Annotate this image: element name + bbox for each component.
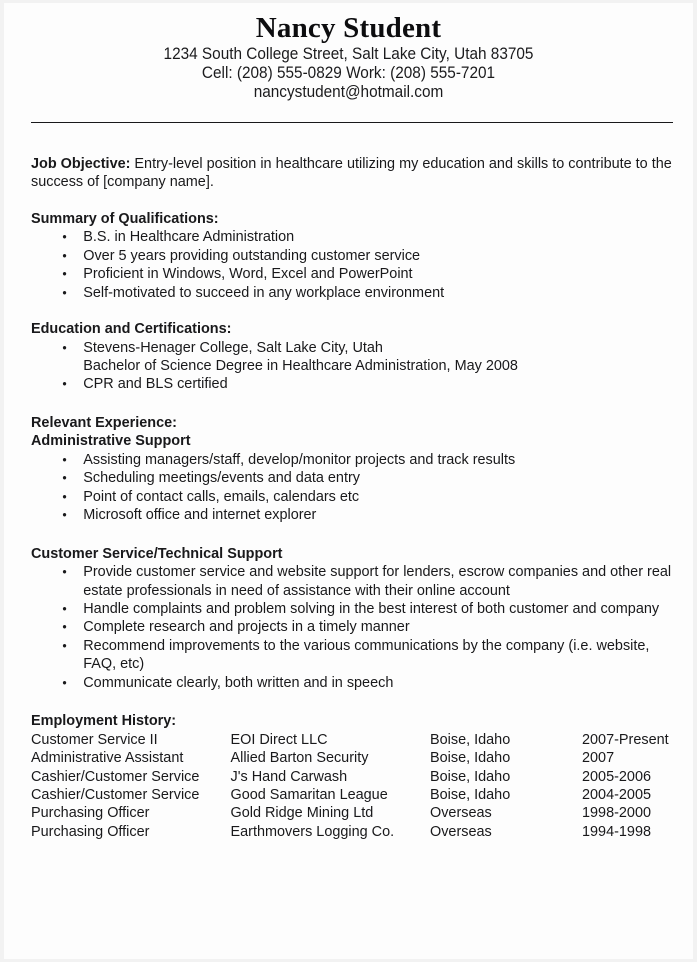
bullet-item — [31, 618, 673, 636]
summary-heading: Summary of Qualifications: — [31, 209, 219, 227]
bullet-text: Recommend improvements to the various communications by the company (i.e. website, FAQ, etc) — [83, 636, 650, 673]
bullet-item — [31, 228, 673, 246]
bullet-item — [31, 600, 673, 618]
bullet-dot-icon: • — [62, 564, 67, 580]
bullet-dot-icon: • — [62, 376, 67, 392]
summary-list — [31, 228, 673, 302]
bullet-item — [31, 265, 673, 283]
bullet-text: Complete research and projects in a timely manner — [83, 618, 410, 636]
bullet-dot-icon: • — [62, 637, 67, 653]
job-location: Boise, Idaho — [430, 730, 511, 748]
bullet-text: Microsoft office and internet explorer — [83, 506, 317, 524]
candidate-name: Nancy Student — [255, 12, 442, 44]
job-location: Overseas — [430, 822, 492, 840]
experience-list — [31, 563, 673, 692]
bullet-item — [31, 469, 673, 487]
job-location: Overseas — [430, 804, 492, 822]
resume-header — [4, 3, 693, 102]
candidate-phones: Cell: (208) 555-0829 Work: (208) 555-7201 — [201, 64, 496, 82]
bullet-dot-icon: • — [62, 488, 67, 504]
bullet-dot-icon: • — [62, 619, 67, 635]
table-row — [31, 749, 697, 767]
job-title: Purchasing Officer — [31, 804, 150, 822]
bullet-text: CPR and BLS certified — [83, 375, 228, 393]
spacer — [31, 525, 675, 545]
bullet-dot-icon: • — [62, 247, 67, 263]
bullet-item — [31, 637, 673, 674]
candidate-address: 1234 South College Street, Salt Lake City, Utah 83705 — [163, 45, 534, 63]
bullet-item — [31, 375, 673, 393]
bullet-dot-icon: • — [62, 452, 67, 468]
bullet-item — [31, 284, 673, 302]
bullet-subline: Bachelor of Science Degree in Healthcare Administration, May 2008 — [83, 357, 518, 375]
table-row — [31, 804, 697, 822]
bullet-text: Self-motivated to succeed in any workplace environment — [83, 283, 445, 301]
table-row — [31, 768, 697, 786]
job-objective-text: Entry-level position in healthcare utilizing my education and skills to contribute to the success of [company name]. — [31, 155, 672, 191]
job-objective-label: Job Objective: — [31, 155, 131, 172]
job-dates: 1998-2000 — [582, 804, 652, 822]
bullet-item — [31, 674, 673, 692]
education-list — [31, 339, 673, 394]
header-divider — [31, 122, 673, 123]
experience-list — [31, 451, 673, 525]
bullet-dot-icon: • — [62, 507, 67, 523]
job-dates: 2007 — [582, 749, 615, 767]
job-dates: 2004-2005 — [582, 785, 652, 803]
resume-body — [31, 155, 675, 841]
bullet-item — [31, 451, 673, 469]
experience-heading: Relevant Experience: — [31, 413, 177, 431]
company-name: Gold Ridge Mining Ltd — [230, 804, 374, 822]
bullet-text: Over 5 years providing outstanding customer service — [83, 246, 421, 264]
bullet-text: Scheduling meetings/events and data entry — [83, 469, 360, 487]
table-row — [31, 786, 697, 804]
bullet-dot-icon: • — [62, 339, 67, 355]
job-title: Purchasing Officer — [31, 822, 150, 840]
job-title: Cashier/Customer Service — [31, 785, 200, 803]
bullet-text: Point of contact calls, emails, calendars etc — [83, 487, 360, 505]
bullet-text: Communicate clearly, both written and in speech — [83, 673, 394, 691]
company-name: Earthmovers Logging Co. — [230, 822, 395, 840]
experience-groups — [31, 432, 675, 692]
candidate-email: nancystudent@hotmail.com — [253, 83, 444, 101]
bullet-text: Provide customer service and website support for lenders, escrow companies and other real estate professionals in need of assistance with their online account — [83, 563, 672, 599]
bullet-item — [31, 563, 673, 600]
table-row — [31, 731, 697, 749]
bullet-dot-icon: • — [62, 470, 67, 486]
bullet-text: Handle complaints and problem solving in the best interest of both customer and company — [83, 600, 660, 618]
bullet-item — [31, 488, 673, 506]
employment-heading: Employment History: — [31, 712, 177, 730]
resume-page — [4, 3, 693, 959]
bullet-text: B.S. in Healthcare Administration — [83, 228, 295, 246]
bullet-text: Proficient in Windows, Word, Excel and PowerPoint — [83, 265, 413, 283]
bullet-dot-icon: • — [62, 284, 67, 300]
company-name: EOI Direct LLC — [230, 730, 328, 748]
job-title: Administrative Assistant — [31, 749, 184, 767]
job-location: Boise, Idaho — [430, 749, 511, 767]
company-name: Good Samaritan League — [230, 785, 388, 803]
job-dates: 2005-2006 — [582, 767, 652, 785]
company-name: J's Hand Carwash — [230, 767, 348, 785]
employment-table — [31, 731, 697, 841]
bullet-dot-icon: • — [62, 601, 67, 617]
bullet-dot-icon: • — [62, 674, 67, 690]
education-heading: Education and Certifications: — [31, 320, 232, 338]
bullet-dot-icon: • — [62, 229, 67, 245]
experience-subheading: Administrative Support — [31, 432, 191, 450]
job-title: Cashier/Customer Service — [31, 767, 200, 785]
job-dates: 1994-1998 — [582, 822, 652, 840]
job-location: Boise, Idaho — [430, 785, 511, 803]
bullet-text: Stevens-Henager College, Salt Lake City, Utah — [83, 338, 383, 356]
bullet-item — [31, 247, 673, 265]
bullet-item — [31, 339, 673, 376]
job-location: Boise, Idaho — [430, 767, 511, 785]
table-row — [31, 823, 697, 841]
job-title: Customer Service II — [31, 730, 158, 748]
experience-subheading: Customer Service/Technical Support — [31, 544, 283, 562]
company-name: Allied Barton Security — [230, 749, 369, 767]
bullet-text: Assisting managers/staff, develop/monitor projects and track results — [83, 451, 516, 469]
job-dates: 2007-Present — [582, 730, 669, 748]
job-objective — [31, 155, 673, 192]
bullet-item — [31, 506, 673, 524]
bullet-dot-icon: • — [62, 266, 67, 282]
